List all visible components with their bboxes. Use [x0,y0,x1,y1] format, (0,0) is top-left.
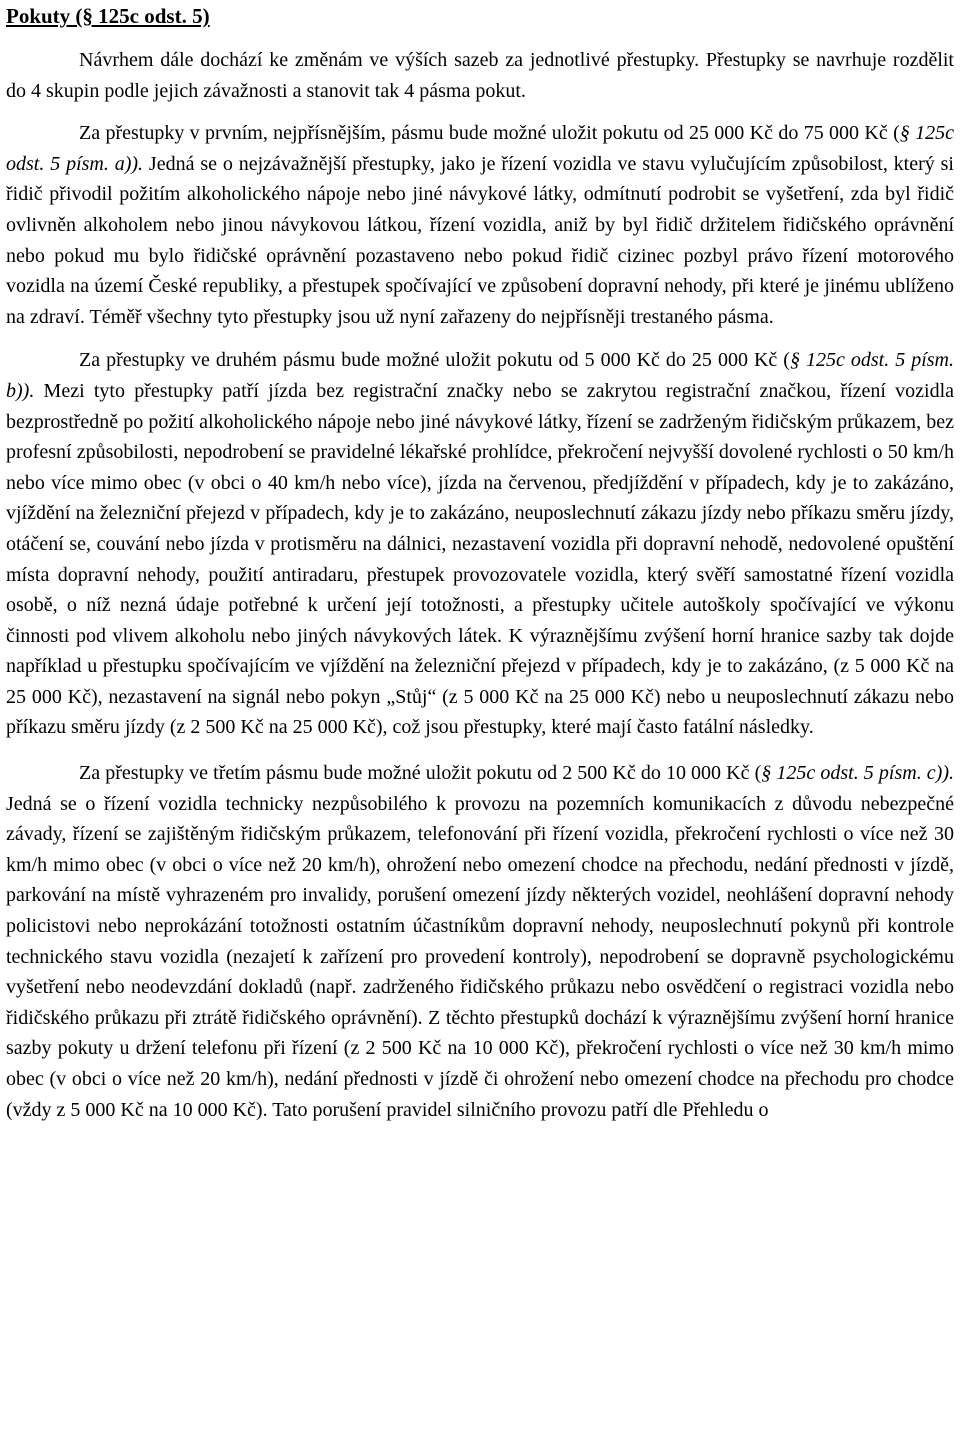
band-2-body: Mezi tyto přestupky patří jízda bez registrační značky nebo se zakrytou registrační značkou, řízení vozidla bezprostředně po požití alkoholického nápoje nebo jiné návykové látky, řízení se zadrženým řidičským průkazem, bez profesní způsobilosti, nepodrobení se pravidelné lékařské prohlídce, překročení nejvyšší dovolené rychlosti o 50 km/h nebo více mimo obec (v obci o 40 km/h nebo více), jízda na červenou, předjíždění v případech, kdy je to zakázáno, vjíždění na železniční přejezd v případech, kdy je to zakázáno, neuposlechnutí zákazu jízdy nebo příkazu směru jízdy, otáčení se, couvání nebo jízda v protisměru na dálnici, nezastavení vozidla při dopravní nehodě, nedovolené opuštění místa dopravní nehody, použití antiradaru, přestupek provozovatele vozidla, který svěří samostatné řízení vozidla osobě, o níž nezná údaje potřebné k určení její totožnosti, a přestupky učitele autoškoly spočívající ve výkonu činnosti pod vlivem alkoholu nebo jiných návykových látek. K výraznějšímu zvýšení horní hranice sazby tak dojde například u přestupku spočívajícím ve vjíždění na železniční přejezd v případech, kdy je to zakázáno, (z 5 000 Kč na 25 000 Kč), nezastavení na signál nebo pokyn „Stůj“ (z 5 000 Kč na 25 000 Kč) nebo u neuposlechnutí zákazu nebo příkazu směru jízdy (z 2 500 Kč na 25 000 Kč), což jsou přestupky, které mají často fatální následky. [6,379,954,739]
band-3-body: Jedná se o řízení vozidla technicky nezpůsobilého k provozu na pozemních komunikacích z důvodu nebezpečné závady, řízení se zajištěným řidičským průkazem, telefonování při řízení vozidla, překročení rychlosti o více než 30 km/h mimo obec (v obci o více než 20 km/h), ohrožení nebo omezení chodce na přechodu, nedání přednosti v jízdě, parkování na místě vyhrazeném pro invalidy, porušení omezení jízdy některých vozidel, neohlášení dopravní nehody policistovi nebo neprokázání totožnosti ostatním účastníkům dopravní nehody, neuposlechnutí pokynů při kontrole technického stavu vozidla (nezajetí k zařízení pro provedení kontroly), nepodrobení se dopravně psychologickému vyšetření nebo neodevzdání dokladů (např. zadrženého řidičského průkazu nebo osvědčení o registraci vozidla nebo řidičského průkazu při ztrátě řidičského oprávnění). Z těchto přestupků dochází k výraznějšímu zvýšení horní hranice sazby pokuty u držení telefonu při řízení (z 2 500 Kč na 10 000 Kč), překročení rychlosti o více než 30 km/h mimo obec (v obci o více než 20 km/h), nedání přednosti v jízdě či ohrožení nebo omezení chodce na přechodu pro chodce (vždy z 5 000 Kč na 10 000 Kč). Tato porušení pravidel silničního provozu patří dle Přehledu o [6,792,954,1121]
band-2-lead: Za přestupky ve druhém pásmu bude možné uložit pokutu od 5 000 Kč do 25 000 Kč ( [79,349,790,372]
section-heading: Pokuty (§ 125c odst. 5) [6,4,210,28]
paragraph-band-3 [6,758,954,1125]
band-3-reference: § 125c odst. 5 písm. c)). [761,762,955,785]
band-1-lead: Za přestupky v prvním, nejpřísnějším, pásmu bude možné uložit pokutu od 25 000 Kč do 75 000 Kč ( [79,122,900,145]
document-page [6,0,954,1125]
band-2-reference: § 125c odst. 5 písm. b)). [6,349,955,402]
band-1-body: Jedná se o nejzávažnější přestupky, jako je řízení vozidla ve stavu vylučujícím způsobilost, který si řidič přivodil požitím alkoholického nápoje nebo jiné návykové látky, odmítnutí podrobit se vyšetření, zda byl řidič ovlivněn alkoholem nebo jinou návykovou látkou, řízení vozidla, aniž by byl řidič držitelem řidičského oprávnění nebo pokud mu bylo řidičské oprávnění pozastaveno nebo pokud řidič cizinec pozbyl právo řízení motorového vozidla na území České republiky, a přestupek spočívající ve způsobení dopravní nehody, při které je jinému ublíženo na zdraví. Téměř všechny tyto přestupky jsou už nyní zařazeny do nejpřísněji trestaného pásma. [6,152,954,328]
band-3-lead: Za přestupky ve třetím pásmu bude možné uložit pokutu od 2 500 Kč do 10 000 Kč ( [79,762,762,785]
band-1-reference: § 125c odst. 5 písm. a)). [6,122,954,175]
paragraph-intro-text: Návrhem dále dochází ke změnám ve výších sazeb za jednotlivé přestupky. Přestupky se navrhuje rozdělit do 4 skupin podle jejich závažnosti a stanovit tak 4 pásma pokut. [6,49,954,102]
paragraph-band-2 [6,345,954,743]
paragraph-band-1 [6,118,954,332]
paragraph-intro [6,45,954,106]
